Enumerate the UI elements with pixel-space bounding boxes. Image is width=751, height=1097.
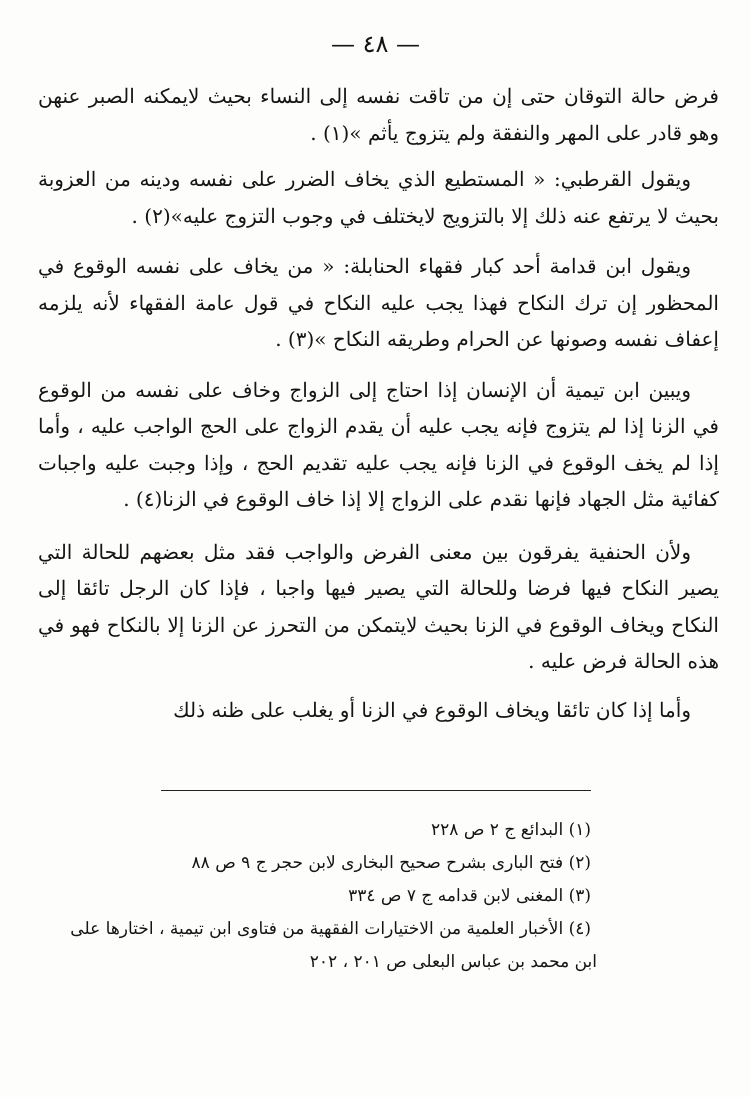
footnote-1: (١) البدائع ج ٢ ص ٢٢٨ bbox=[431, 820, 591, 840]
paragraph-4: ويبين ابن تيمية أن الإنسان إذا احتاج إلى الزواج وخاف على نفسه من الوقوع في الزنا إذا لم يتزوج فإنه يجب عليه أن يقدم الزواج على الحج الواجب عليه ، وأما إذا لم يخف الوقوع في الزنا فإنه يجب عليه تقديم الحج ، وإذا وجبت عليه واجبات كفائية مثل الجهاد فإنها نقدم على الزواج إلا إذا خاف الوقوع في الزنا(٤) . bbox=[38, 377, 719, 511]
footnote-4: (٤) الأخبار العلمية من الاختيارات الفقهية من فتاوى ابن تيمية ، اختارها على bbox=[70, 919, 591, 939]
paragraph-3: ويقول ابن قدامة أحد كبار فقهاء الحنابلة: « من يخاف على نفسه الوقوع في المحظور إن ترك النكاح فهذا يجب عليه النكاح في قول عامة الفقهاء لأنه يلزمه إعفاف نفسه وصونها عن الحرام وطريقه النكاح »(٣) . bbox=[38, 254, 719, 351]
footnote-separator bbox=[161, 790, 591, 791]
footnote-2: (٢) فتح البارى بشرح صحيح البخارى لابن حجر ج ٩ ص ٨٨ bbox=[191, 853, 591, 873]
paragraph-5: ولأن الحنفية يفرقون بين معنى الفرض والواجب فقد مثل بعضهم للحالة التي يصير النكاح فيها فرضا وللحالة التي يصير فيها واجبا ، فإذا كان الرجل تائقا إلى النكاح ويخاف الوقوع في الزنا بحيث لايتمكن من التحرز عن الزنا إلا بالنكاح فهو في هذه الحالة فرض عليه . bbox=[38, 539, 719, 673]
page-number: — ٤٨ — bbox=[330, 30, 421, 58]
footnote-4-continuation: ابن محمد بن عباس البعلى ص ٢٠١ ، ٢٠٢ bbox=[309, 952, 597, 972]
paragraph-1: فرض حالة التوقان حتى إن من تاقت نفسه إلى النساء بحيث لايمكنه الصبر عنهن وهو قادر على المهر والنفقة ولم يتزوج يأثم »(١) . bbox=[38, 84, 719, 145]
paragraph-2: ويقول القرطبي: « المستطيع الذي يخاف الضرر على نفسه ودينه من العزوبة بحيث لا يرتفع عنه ذلك إلا بالتزويج لايختلف في وجوب التزوج عليه»(٢) . bbox=[38, 167, 719, 228]
paragraph-6: وأما إذا كان تائقا ويخاف الوقوع في الزنا أو يغلب على ظنه ذلك bbox=[173, 697, 691, 722]
main-text bbox=[38, 78, 719, 728]
footnotes bbox=[38, 814, 597, 979]
footnote-3: (٣) المغنى لابن قدامه ج ٧ ص ٣٣٤ bbox=[348, 886, 591, 906]
